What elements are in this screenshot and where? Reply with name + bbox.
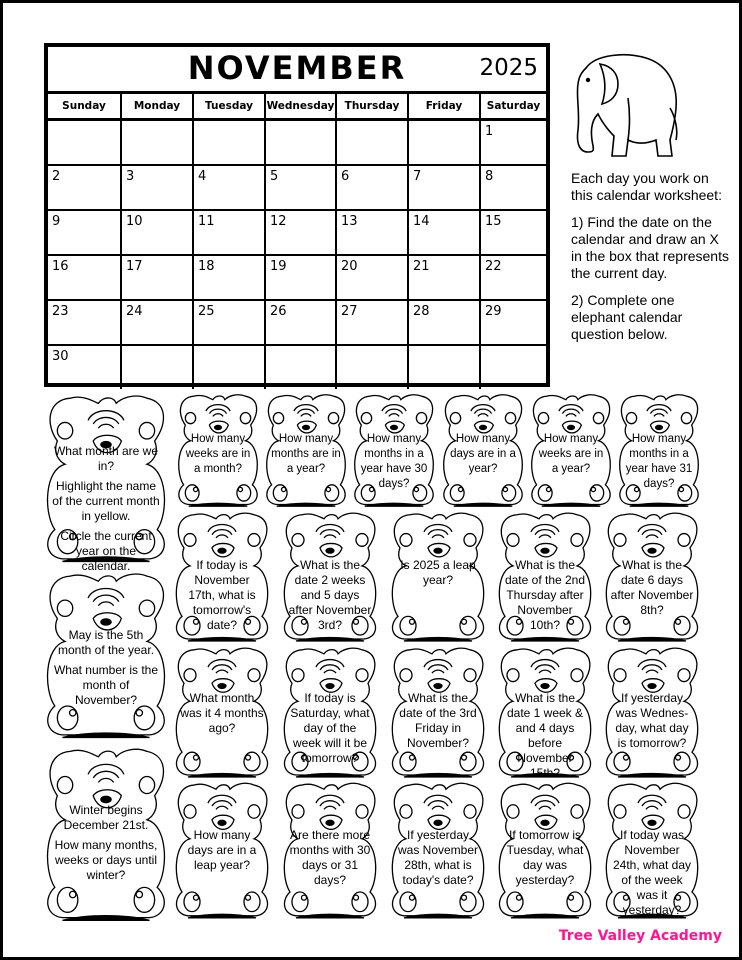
question-card [172,780,272,920]
calendar-day-cell[interactable]: 11 [194,211,266,254]
question-card [602,780,702,920]
calendar [44,43,550,387]
calendar-day-cell[interactable]: 1 [485,124,494,139]
weekday-monday: Monday [122,94,194,118]
calendar-week-row [48,301,546,346]
question-text [52,444,160,579]
calendar-day-cell[interactable]: 6 [337,166,409,209]
calendar-day-cell[interactable]: 23 [48,301,122,344]
question-text: What is the date of the 2nd Thursday after November 10th? [504,558,586,632]
calendar-day-cell[interactable] [194,346,266,389]
calendar-week-row [48,256,546,301]
calendar-day-cell[interactable]: 28 [409,301,481,344]
question-card [280,780,380,920]
calendar-day-cell[interactable]: 2 [48,166,122,209]
question-card [440,392,526,508]
calendar-day-cell[interactable]: 26 [266,301,337,344]
calendar-day-cell[interactable]: 29 [485,304,502,319]
weekday-friday: Friday [409,94,481,118]
question-text: Is 2025 a leap year? [400,558,476,587]
question-text: How many months in a year have 30 days? [360,433,428,490]
elephant-icon [566,48,684,162]
question-line: How many months, weeks or days until winter? [54,838,158,882]
calendar-day-cell[interactable]: 16 [48,256,122,299]
question-text: What is the date 6 days after November 8th? [610,558,694,617]
question-card [528,392,614,508]
question-text: What is the date of the 3rd Friday in November? [399,691,477,750]
calendar-day-cell[interactable] [337,121,409,164]
calendar-day-cell[interactable]: 4 [194,166,266,209]
calendar-day-cell[interactable]: 3 [122,166,194,209]
calendar-day-cell[interactable]: 15 [485,214,502,229]
weekday-saturday: Saturday [486,100,541,112]
calendar-day-cell[interactable]: 13 [337,211,409,254]
calendar-day-cell[interactable]: 9 [48,211,122,254]
question-card [42,745,170,923]
question-line: Winter begins December 21st. [63,803,149,832]
instructions-step-1: 1) Find the date on the calendar and draw an X in the box that represents the current day. [571,214,729,281]
weekday-header [48,94,546,121]
calendar-day-cell[interactable] [409,121,481,164]
calendar-day-cell[interactable] [122,346,194,389]
calendar-week-row [48,211,546,256]
question-card [495,780,595,920]
question-card [42,570,170,740]
weekday-sunday: Sunday [48,94,122,118]
calendar-month: NOVEMBER [187,49,407,87]
question-text: If tomorrow is Tuesday, what day was yesterday? [506,828,584,887]
question-text: How many weeks are in a month? [185,433,251,475]
question-card [388,510,488,643]
instructions [571,170,731,353]
weekday-wednesday: Wednesday [266,94,337,118]
question-text: What is the date 1 week & and 4 days before November 15th? [506,691,584,780]
calendar-day-cell[interactable]: 12 [266,211,337,254]
question-text: What month was it 4 months ago? [180,691,264,735]
calendar-title-row [48,47,546,94]
question-text: Are there more months with 30 days or 31 days? [289,828,371,887]
weekday-tuesday: Tuesday [194,94,266,118]
calendar-day-cell[interactable]: 7 [409,166,481,209]
calendar-week-row [48,346,546,389]
calendar-day-cell[interactable] [48,121,122,164]
question-text [52,628,160,713]
question-card [42,392,170,573]
question-card [616,392,702,508]
calendar-day-cell[interactable]: 19 [266,256,337,299]
question-text: How many weeks are in a year? [538,433,604,475]
question-text: If yesterday was Wednes-day, what day is tomorrow? [615,691,689,750]
question-card [172,510,272,643]
calendar-day-cell[interactable]: 21 [409,256,481,299]
calendar-day-cell[interactable] [409,346,481,389]
question-card [172,645,272,779]
calendar-day-cell[interactable] [122,121,194,164]
calendar-week-row [48,121,546,166]
calendar-day-cell[interactable]: 14 [409,211,481,254]
question-line: What month are we in? [53,444,159,473]
calendar-day-cell[interactable]: 24 [122,301,194,344]
question-card [263,392,349,508]
question-card [280,510,380,643]
question-card [280,645,380,779]
question-text: How many months are in a year? [271,433,341,475]
question-card [388,780,488,920]
question-line: What number is the month of November? [53,663,159,707]
calendar-day-cell[interactable] [194,121,266,164]
question-text: If today is Saturday, what day of the week will it be tomorrow? [290,691,370,765]
brand-logo: Tree Valley Academy [558,928,722,944]
question-card [388,645,488,779]
question-line: Highlight the name of the current month in yellow. [52,479,160,523]
calendar-day-cell[interactable]: 17 [122,256,194,299]
question-card [351,392,437,508]
question-card [602,510,702,643]
question-text [52,803,160,888]
calendar-day-cell[interactable]: 20 [337,256,409,299]
instructions-step-2: 2) Complete one elephant calendar question below. [571,292,683,342]
calendar-week-row [48,166,546,211]
calendar-day-cell[interactable]: 18 [194,256,266,299]
calendar-day-cell[interactable] [337,346,409,389]
question-card [175,392,261,508]
calendar-day-cell[interactable] [481,346,546,389]
calendar-day-cell[interactable]: 30 [48,346,122,389]
question-line: May is the 5th month of the year. [57,628,155,657]
calendar-day-cell[interactable]: 27 [337,301,409,344]
question-text: How many months in a year have 31 days? [625,433,693,490]
calendar-day-cell[interactable] [266,121,337,164]
calendar-day-cell[interactable] [266,346,337,389]
question-text: If yesterday was November 28th, what is today's date? [397,828,479,887]
question-card [495,645,595,779]
calendar-day-cell[interactable]: 8 [485,169,494,184]
question-text: How many days are in a leap year? [187,828,257,872]
calendar-grid [48,121,546,389]
question-text: If today was November 24th, what day of the week was it yesterday? [612,828,692,917]
calendar-day-cell[interactable]: 22 [485,259,502,274]
calendar-year: 2025 [479,55,538,81]
calendar-day-cell[interactable]: 10 [122,211,194,254]
question-card [495,510,595,643]
calendar-day-cell[interactable]: 5 [266,166,337,209]
calendar-day-cell[interactable]: 25 [194,301,266,344]
question-line: Circle the current year on the calendar. [60,529,152,573]
instructions-intro: Each day you work on this calendar worksheet: [571,170,722,203]
question-text: If today is November 17th, what is tomorrow's date? [188,558,256,632]
weekday-thursday: Thursday [337,94,409,118]
question-card [602,645,702,779]
question-text: What is the date 2 weeks and 5 days after November 3rd? [288,558,372,632]
question-text: How many days are in a year? [450,433,516,475]
